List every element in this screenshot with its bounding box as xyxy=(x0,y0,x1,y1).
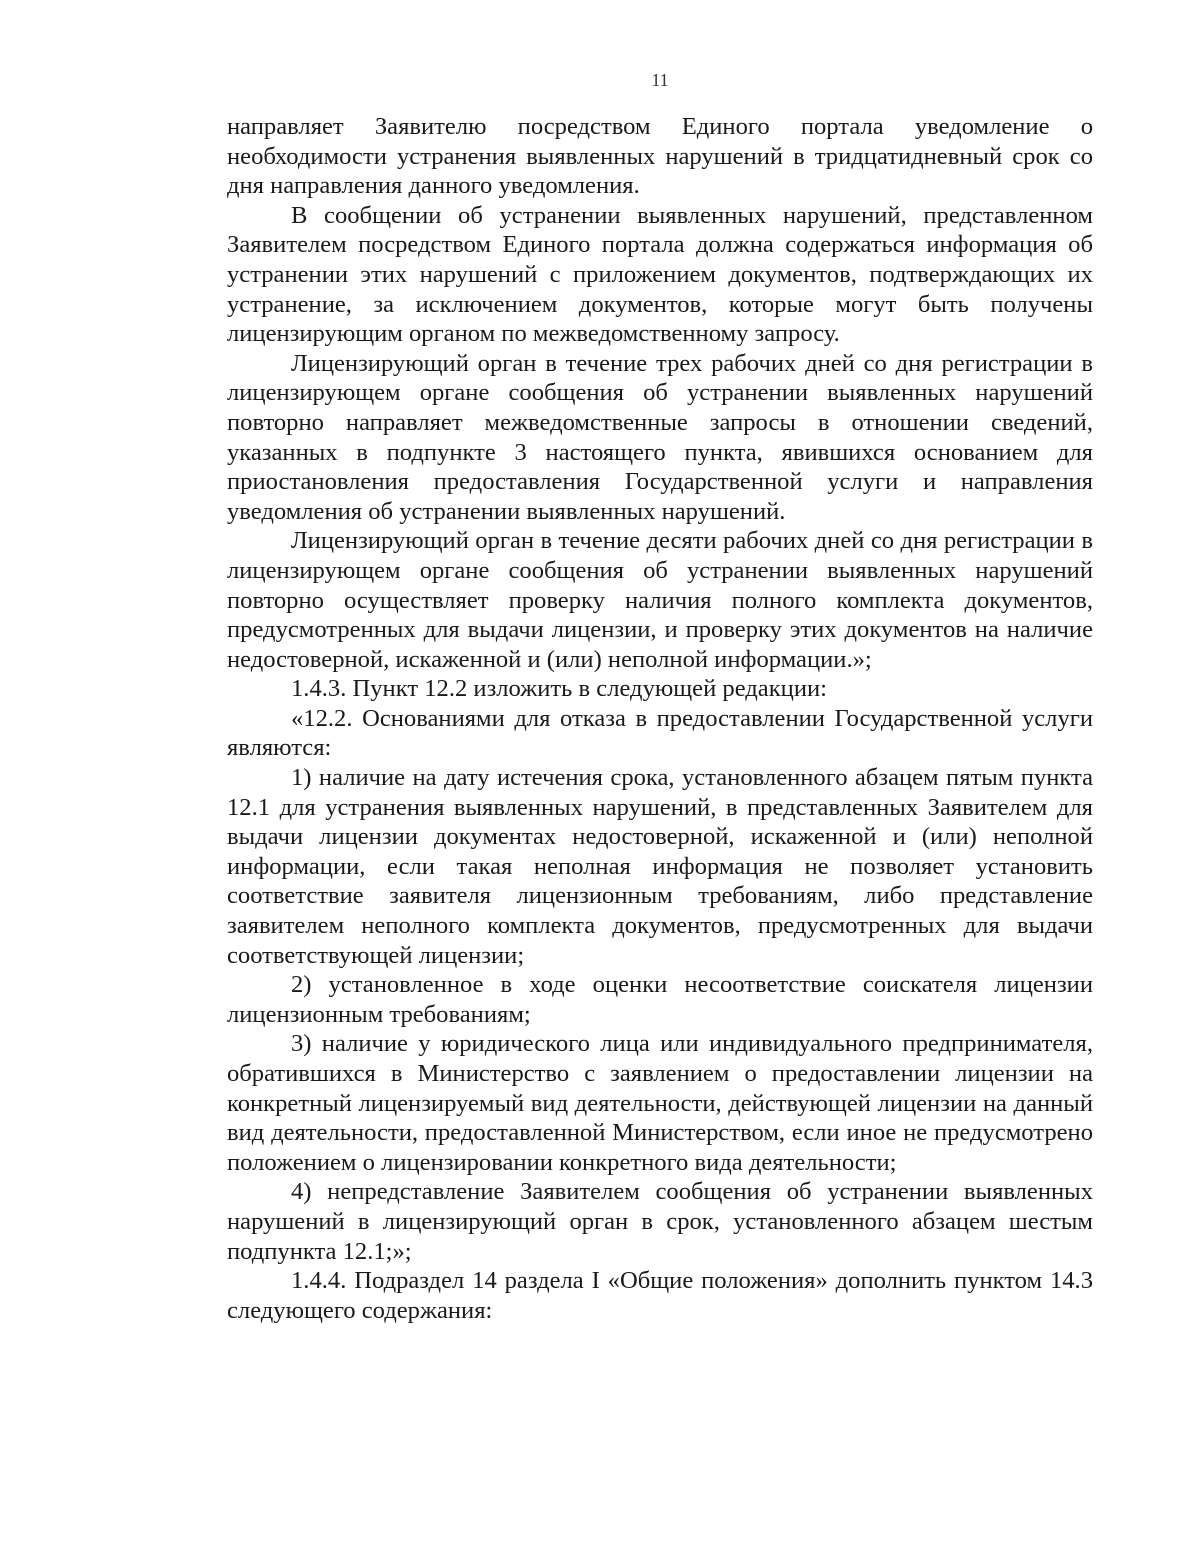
paragraph-ground-1: 1) наличие на дату истечения срока, установленного абзацем пятым пункта 12.1 для устранения выявленных нарушений, в представленных Заявителем для выдачи лицензии документах недостоверной, искаженной и (или) неполной информации, если такая неполная информация не позволяет установить соответствие заявителя лицензионным требованиям, либо представление заявителем неполного комплекта документов, предусмотренных для выдачи соответствующей лицензии; xyxy=(227,764,1093,969)
page-number: 11 xyxy=(651,70,669,90)
document-body xyxy=(227,112,1093,1325)
paragraph-item-1-4-3: 1.4.3. Пункт 12.2 изложить в следующей редакции: xyxy=(291,675,827,703)
paragraph-ground-3: 3) наличие у юридического лица или индивидуального предпринимателя, обратившихся в Министерство с заявлением о предоставлении лицензии на конкретный лицензируемый вид деятельности, действующей лицензии на данный вид деятельности, предоставленной Министерством, если иное не предусмотрено положением о лицензировании конкретного вида деятельности; xyxy=(227,1030,1093,1176)
paragraph-notification-continuation: направляет Заявителю посредством Единого портала уведомление о необходимости устранения выявленных нарушений в тридцатидневный срок со дня направления данного уведомления. xyxy=(227,113,1093,200)
paragraph-item-1-4-4: 1.4.4. Подраздел 14 раздела I «Общие положения» дополнить пунктом 14.3 следующего содержания: xyxy=(227,1267,1093,1324)
paragraph-ground-2: 2) установленное в ходе оценки несоответствие соискателя лицензии лицензионным требованиям; xyxy=(227,971,1093,1028)
paragraph-interdepartmental-requests: Лицензирующий орган в течение трех рабочих дней со дня регистрации в лицензирующем органе сообщения об устранении выявленных нарушений повторно направляет межведомственные запросы в отношении сведений, указанных в подпункте 3 настоящего пункта, явившихся основанием для приостановления предоставления Государственной услуги и направления уведомления об устранении выявленных нарушений. xyxy=(227,349,1093,525)
paragraph-elimination-message: В сообщении об устранении выявленных нарушений, представленном Заявителем посредством Единого портала должна содержаться информация об устранении этих нарушений с приложением документов, подтверждающих их устранение, за исключением документов, которые могут быть получены лицензирующим органом по межведомственному запросу. xyxy=(227,201,1093,348)
paragraph-ground-4: 4) непредставление Заявителем сообщения об устранении выявленных нарушений в лицензирующий орган в срок, установленного абзацем шестым подпункта 12.1;»; xyxy=(227,1178,1093,1265)
paragraph-clause-12-2: «12.2. Основаниями для отказа в предоставлении Государственной услуги являются: xyxy=(227,704,1093,762)
paragraph-repeat-check: Лицензирующий орган в течение десяти рабочих дней со дня регистрации в лицензирующем органе сообщения об устранении выявленных нарушений повторно осуществляет проверку наличия полного комплекта документов, предусмотренных для выдачи лицензии, и проверку этих документов на наличие недостоверной, искаженной и (или) неполной информации.»; xyxy=(227,527,1093,673)
